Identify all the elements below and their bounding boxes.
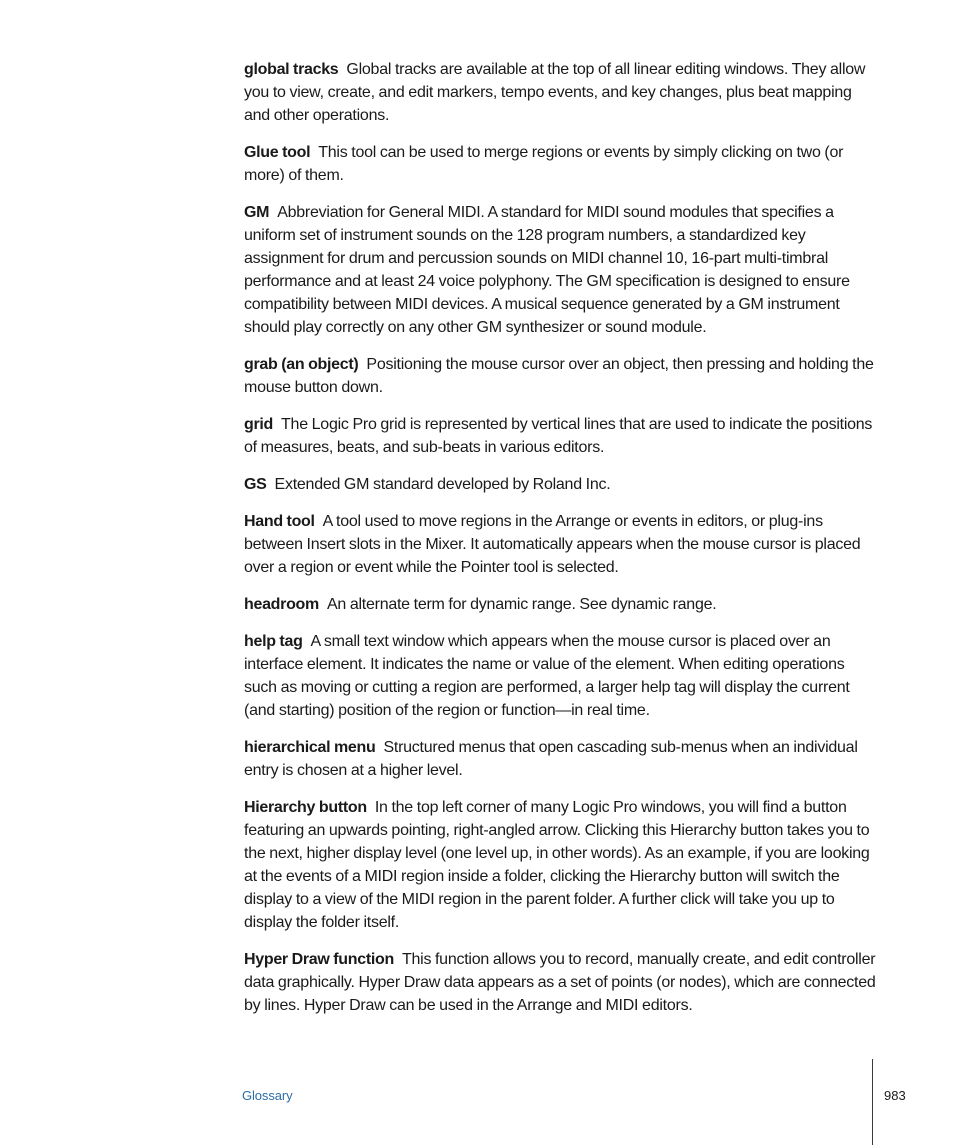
entry-term: global tracks — [244, 61, 339, 78]
entry-term: headroom — [244, 596, 319, 613]
entry-term: GM — [244, 204, 270, 221]
entry-definition: In the top left corner of many Logic Pro windows, you will find a button featuring an upwards pointing, right-angled arrow. Clicking this Hierarchy button takes you to the next, higher display level (one level up, in other words). As an example, if you are looking at the events of a MIDI region inside a folder, clicking the Hierarchy button will switch the display to a view of the MIDI region in the parent folder. A further click will take you up to display the folder itself. — [244, 799, 870, 931]
glossary-entry-global-tracks — [244, 58, 876, 127]
glossary-entry-grid — [244, 413, 876, 459]
glossary-entry-hierarchy-button — [244, 796, 876, 934]
entry-definition: Positioning the mouse cursor over an object, then pressing and holding the mouse button down. — [244, 356, 874, 396]
entry-term: grid — [244, 416, 274, 433]
entry-definition: This function allows you to record, manually create, and edit controller data graphically. Hyper Draw data appears as a set of points (or nodes), which are connected by lines. Hyper Draw can be used in the Arrange and MIDI editors. — [244, 951, 876, 1014]
footer-divider — [872, 1059, 873, 1145]
glossary-entry-grab — [244, 353, 876, 399]
entry-definition: Global tracks are available at the top of all linear editing windows. They allow you to view, create, and edit markers, tempo events, and key changes, plus beat mapping and other operations. — [244, 61, 866, 124]
entry-definition: An alternate term for dynamic range. See dynamic range. — [326, 596, 717, 613]
glossary-entry-help-tag — [244, 630, 876, 722]
entry-term: Glue tool — [244, 144, 311, 161]
entry-term: Hyper Draw function — [244, 951, 394, 968]
footer-section-link[interactable]: Glossary — [242, 1088, 293, 1103]
entry-term: help tag — [244, 633, 303, 650]
glossary-entry-hand-tool — [244, 510, 876, 579]
entry-definition: Extended GM standard developed by Roland Inc. — [274, 476, 611, 493]
entry-definition: A small text window which appears when the mouse cursor is placed over an interface element. It indicates the name or value of the element. When editing operations such as moving or cutting a region are performed, a larger help tag will display the current (and starting) position of the region or function—in real time. — [244, 633, 850, 719]
entry-definition: This tool can be used to merge regions or events by simply clicking on two (or more) of them. — [244, 144, 844, 184]
entry-term: Hand tool — [244, 513, 315, 530]
entry-term: Hierarchy button — [244, 799, 367, 816]
entry-term: hierarchical menu — [244, 739, 376, 756]
page-number: 983 — [884, 1088, 906, 1103]
glossary-entry-headroom — [244, 593, 876, 616]
glossary-entry-hyper-draw-function — [244, 948, 876, 1017]
glossary-entries — [244, 58, 876, 1031]
glossary-entry-glue-tool — [244, 141, 876, 187]
glossary-entry-gs — [244, 473, 876, 496]
entry-definition: A tool used to move regions in the Arrange or events in editors, or plug-ins between Insert slots in the Mixer. It automatically appears when the mouse cursor is placed over a region or event while the Pointer tool is selected. — [244, 513, 861, 576]
entry-definition: The Logic Pro grid is represented by vertical lines that are used to indicate the positions of measures, beats, and sub-beats in various editors. — [244, 416, 873, 456]
entry-term: GS — [244, 476, 267, 493]
glossary-entry-gm — [244, 201, 876, 339]
glossary-entry-hierarchical-menu — [244, 736, 876, 782]
entry-definition: Structured menus that open cascading sub-menus when an individual entry is chosen at a higher level. — [244, 739, 858, 779]
entry-term: grab (an object) — [244, 356, 359, 373]
entry-definition: Abbreviation for General MIDI. A standard for MIDI sound modules that specifies a uniform set of instrument sounds on the 128 program numbers, a standardized key assignment for drum and percussion sounds on MIDI channel 10, 16-part multi-timbral performance and at least 24 voice polyphony. The GM specification is designed to ensure compatibility between MIDI devices. A musical sequence generated by a GM instrument should play correctly on any other GM synthesizer or sound module. — [244, 204, 850, 336]
